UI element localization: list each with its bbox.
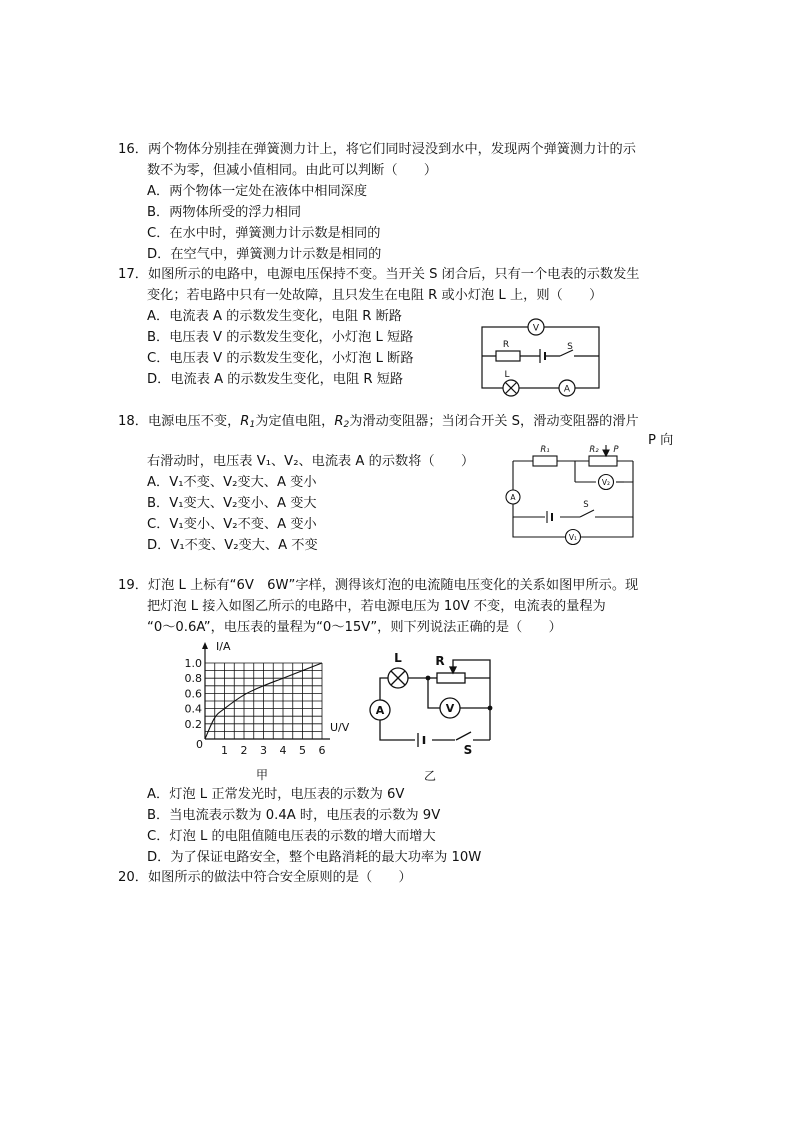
- y-tick-label: 0.4: [184, 702, 202, 716]
- q17-option-c: C．电压表 V 的示数发生变化，小灯泡 L 断路: [147, 351, 414, 366]
- q19-label-r: R: [435, 654, 445, 668]
- q17-stem-line1: 17．如图所示的电路中，电源电压保持不变。当开关 S 闭合后，只有一个电表的示数发生: [118, 267, 640, 282]
- q18-label-v1: V₁: [568, 533, 578, 542]
- x-tick-label: 6: [318, 744, 326, 757]
- x-tick-label: 5: [299, 744, 306, 757]
- q19-option-a: A．灯泡 L 正常发光时，电压表的示数为 6V: [147, 787, 405, 802]
- q17-circuit-diagram: [478, 318, 604, 396]
- q17-option-b: B．电压表 V 的示数发生变化，小灯泡 L 短路: [147, 330, 414, 345]
- q19-option-c: C．灯泡 L 的电阻值随电压表的示数的增大而增大: [147, 829, 436, 844]
- q16-option-d: D．在空气中，弹簧测力计示数是相同的: [147, 247, 382, 262]
- q19-label-v: V: [445, 702, 455, 715]
- y-tick-label: 0.8: [184, 672, 202, 686]
- q17-label-r: R: [502, 340, 510, 350]
- q19-stem-line2: 把灯泡 L 接入如图乙所示的电路中，若电源电压为 10V 不变，电流表的量程为: [147, 599, 606, 614]
- q16-stem-line2: 数不为零，但减小值相同。由此可以判断（ ）: [147, 163, 438, 178]
- q18-label-r2: R₂: [589, 445, 599, 455]
- q18-stem-line2: 右滑动时，电压表 V₁、V₂、电流表 A 的示数将（ ）: [147, 454, 475, 469]
- y-tick-label: 0.2: [184, 717, 202, 731]
- q17-option-d: D．电流表 A 的示数发生变化，电阻 R 短路: [147, 372, 404, 387]
- q18-r2-symbol: $R_2$: [334, 414, 350, 430]
- q18-option-a: A．V₁不变、V₂变大、A 变小: [147, 475, 317, 490]
- q19-graph-origin: 0: [196, 738, 203, 751]
- q17-label-s: S: [567, 342, 573, 352]
- q19-graph-xlabel: U/V: [330, 721, 350, 734]
- q18-rheostat-r2: [589, 456, 617, 466]
- q19-graph-caption: 甲: [255, 768, 269, 782]
- q17-label-a: A: [563, 384, 571, 395]
- q16-option-b: B．两物体所受的浮力相同: [147, 205, 302, 220]
- q17-option-a: A．电流表 A 的示数发生变化，电阻 R 断路: [147, 309, 402, 324]
- q19-label-a: A: [375, 704, 385, 717]
- q18-circuit-diagram: [500, 440, 640, 548]
- x-tick-label: 1: [221, 744, 228, 757]
- q20-stem-line1: 20．如图所示的做法中符合安全原则的是（ ）: [118, 870, 412, 885]
- q18-stem-line1: 18．电源电压不变，$R_1$为定值电阻，$R_2$为滑动变阻器；当闭合开关 S，滑动变阻器的滑片: [118, 414, 639, 430]
- q18-label-r1: R₁: [540, 445, 550, 455]
- x-tick-label: 3: [260, 744, 267, 757]
- q18-label-a: A: [510, 493, 516, 502]
- x-tick-label: 4: [279, 744, 287, 757]
- q16-option-c: C．在水中时，弹簧测力计示数是相同的: [147, 226, 381, 241]
- y-tick-label: 0.6: [184, 687, 202, 701]
- q17-label-v: V: [532, 323, 540, 334]
- q18-label-p: P: [613, 445, 619, 455]
- q18-option-c: C．V₁变小、V₂不变、A 变小: [147, 517, 317, 532]
- q18-stem-line1-tail: P 向: [648, 433, 674, 448]
- x-tick-label: 2: [240, 744, 248, 757]
- q17-resistor-symbol: [496, 351, 520, 361]
- y-tick-label: 1.0: [184, 657, 202, 670]
- q18-option-b: B．V₁变大、V₂变小、A 变大: [147, 496, 317, 511]
- q16-option-a: A．两个物体一定处在液体中相同深度: [147, 184, 368, 199]
- q19-label-s: S: [463, 743, 473, 757]
- q19-label-l: L: [394, 651, 402, 665]
- q19-circuit-diagram: [360, 650, 500, 785]
- q19-iu-graph: [180, 636, 360, 784]
- q19-circuit-caption: 乙: [423, 769, 437, 783]
- q18-label-s: S: [583, 500, 589, 510]
- q19-stem-line1: 19．灯泡 L 上标有“6V 6W”字样，测得该灯泡的电流随电压变化的关系如图甲所示。现: [118, 578, 639, 593]
- q19-rheostat-r: [437, 673, 465, 683]
- q18-resistor-r1: [533, 456, 557, 466]
- q19-stem-line3: “0～0.6A”，电压表的量程为“0～15V”，则下列说法正确的是（ ）: [147, 620, 562, 635]
- q19-option-b: B．当电流表示数为 0.4A 时，电压表的示数为 9V: [147, 808, 441, 823]
- q18-option-d: D．V₁不变、V₂变大、A 不变: [147, 538, 318, 553]
- q17-stem-line2: 变化；若电路中只有一处故障，且只发生在电阻 R 或小灯泡 L 上，则（ ）: [147, 288, 603, 303]
- q19-graph-ylabel: I/A: [216, 640, 231, 653]
- q18-r1-symbol: $R_1$: [240, 414, 256, 430]
- q17-label-l: L: [504, 370, 510, 380]
- q16-stem-line1: 16．两个物体分别挂在弹簧测力计上，将它们同时浸没到水中，发现两个弹簧测力计的示: [118, 142, 636, 157]
- q18-label-v2: V₂: [601, 478, 611, 487]
- q19-option-d: D．为了保证电路安全，整个电路消耗的最大功率为 10W: [147, 850, 482, 865]
